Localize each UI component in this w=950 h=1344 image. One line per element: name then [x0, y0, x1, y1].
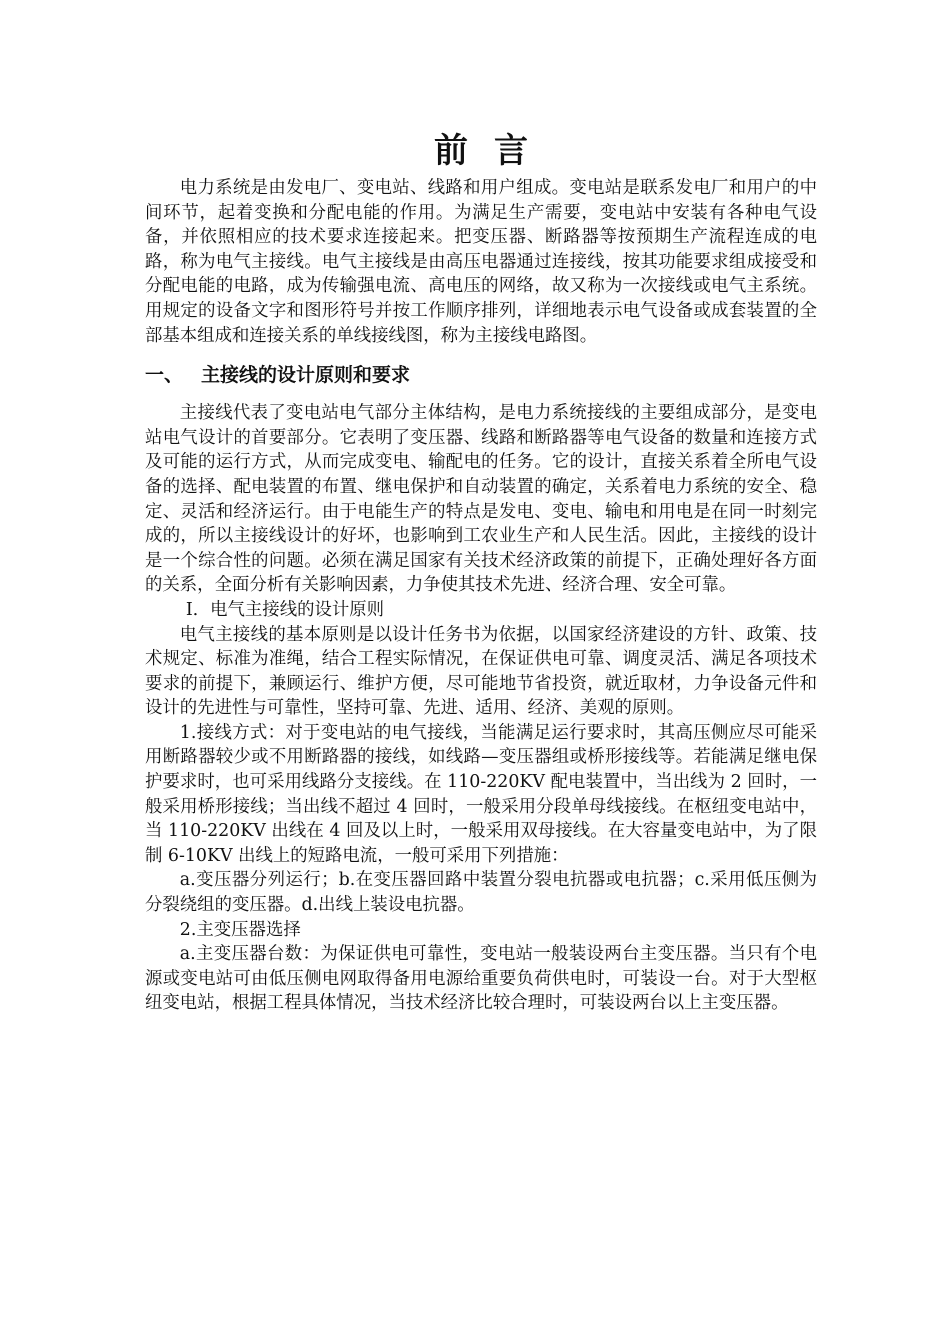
section-heading	[145, 361, 817, 389]
wiring-mode-paragraph: 1.接线方式：对于变电站的电气接线，当能满足运行要求时，其高压侧应尽可能采用断路器较少或不用断路器的接线，如线路—变压器组或桥形接线等。若能满足继电保护要求时，也可采用线路分支接线。在 110-220KV 配电装置中，当出线为 2 回时，一般采用桥形接线；当出线不超过 4 回时，一般采用分段单母线接线。在枢纽变电站中，当 110-220KV 出线在 4 回及以上时，一般采用双母接线。在大容量变电站中，为了限制 6-10KV 出线上的短路电流，一般可采用下列措施：	[145, 722, 817, 866]
transformer-count-paragraph: a.主变压器台数：为保证供电可靠性，变电站一般装设两台主变压器。当只有个电源或变电站可由低压侧电网取得备用电源给重要负荷供电时，可装设一台。对于大型枢纽变电站，根据工程具体情况，当技术经济比较合理时，可装设两台以上主变压器。	[145, 944, 817, 1014]
measures-paragraph: a.变压器分列运行；b.在变压器回路中装置分裂电抗器或电抗器；c.采用低压侧为分裂绕组的变压器。d.出线上装设电抗器。	[145, 870, 817, 916]
section-paragraph: 主接线代表了变电站电气部分主体结构，是电力系统接线的主要组成部分，是变电站电气设计的首要部分。它表明了变压器、线路和断路器等电气设备的数量和连接方式及可能的运行方式，从而完成变电、输配电的任务。它的设计，直接关系着全所电气设备的选择、配电装置的布置、继电保护和自动装置的确定，关系着电力系统的安全、稳定、灵活和经济运行。由于电能生产的特点是发电、变电、输电和用电是在同一时刻完成的，所以主接线设计的好坏，也影响到工农业生产和人民生活。因此，主接线的设计是一个综合性的问题。必须在满足国家有关技术经济政策的前提下，正确处理好各方面的关系，全面分析有关影响因素，力争使其技术先进、经济合理、安全可靠。	[145, 403, 817, 596]
transformer-selection-title: 2.主变压器选择	[179, 919, 301, 940]
section-number: 一、	[145, 364, 184, 387]
intro-paragraph: 电力系统是由发电厂、变电站、线路和用户组成。变电站是联系发电厂和用户的中间环节，起着变换和分配电能的作用。为满足生产需要，变电站中安装有各种电气设备，并依照相应的技术要求连接起来。把变压器、断路器等按预期生产流程连成的电路，称为电气主接线。电气主接线是由高压电器通过连接线，按其功能要求组成接受和分配电能的电路，成为传输强电流、高电压的网络，故又称为一次接线或电气主系统。用规定的设备文字和图形符号并按工作顺序排列，详细地表示电气设备或成套装置的全部基本组成和连接关系的单线接线图，称为主接线电路图。	[145, 178, 817, 346]
principle-paragraph: 电气主接线的基本原则是以设计任务书为依据，以国家经济建设的方针、政策、技术规定、标准为准绳，结合工程实际情况，在保证供电可靠、调度灵活、满足各项技术要求的前提下，兼顾运行、维护方便，尽可能地节省投资，就近取材，力争设备元件和设计的先进性与可靠性，坚持可靠、先进、适用、经济、美观的原则。	[145, 624, 817, 719]
section-heading-text: 主接线的设计原则和要求	[201, 364, 411, 387]
document-page	[145, 128, 817, 1016]
subsection-title: Ⅰ．电气主接线的设计原则	[185, 599, 385, 620]
page-title: 前言	[434, 131, 554, 171]
